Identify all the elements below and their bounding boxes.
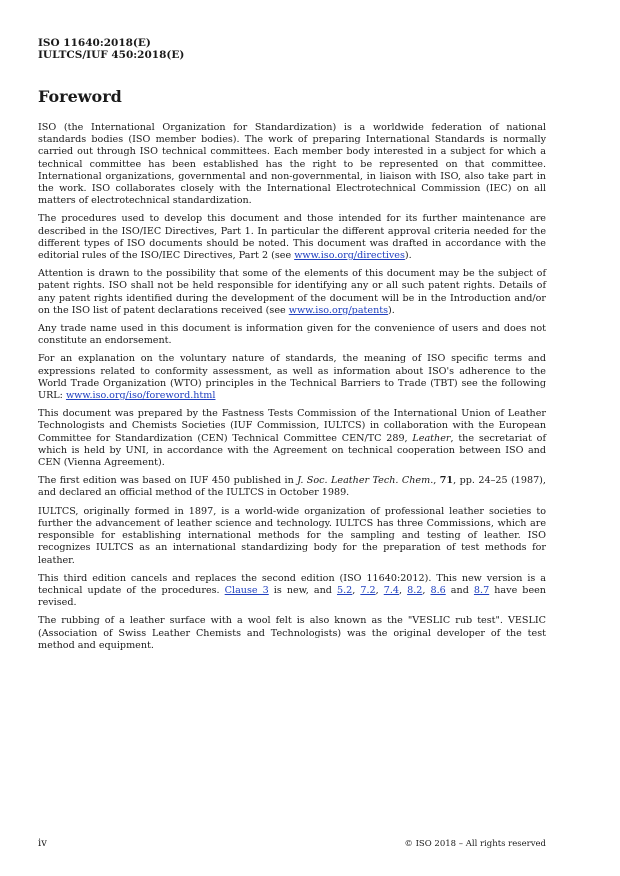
- link-8-6[interactable]: 8.6: [430, 584, 446, 596]
- paragraph-procedures: The procedures used to develop this document and those intended for its further maintenance are described in the ISO/IEC Directives, Part 1. In particular the different approval criteria needed for the different types of ISO documents should be noted. This document was drafted in accordance with the editorial rules of the ISO/IEC Directives, Part 2 (see www.iso.org/directives).: [38, 213, 546, 262]
- link-8-2[interactable]: 8.2: [407, 584, 423, 596]
- link-7-2[interactable]: 7.2: [360, 584, 376, 596]
- paragraph-voluntary-nature: For an explanation on the voluntary nature of standards, the meaning of ISO specific terms and expressions related to conformity assessment, as well as information about ISO's adherence to the World Trade Organization (WTO) principles in the Technical Barriers to Trade (TBT) see the following URL: www.iso.org/iso/foreword.html: [38, 353, 546, 402]
- paragraph-veslic: The rubbing of a leather surface with a wool felt is also known as the "VESLIC rub test". VESLIC (Association of Swiss Leather Chemists and Technologists) was the original developer of the test method and equipment.: [38, 615, 546, 651]
- copyright-notice: © ISO 2018 – All rights reserved: [404, 839, 546, 849]
- directives-link[interactable]: www.iso.org/directives: [294, 250, 405, 262]
- paragraph-iultcs: IULTCS, originally formed in 1897, is a world-wide organization of professional leather societies to further the advancement of leather science and technology. IULTCS has three Commissions, which are responsible for establishing international methods for the sampling and testing of leather. ISO recognizes IULTCS as an international standardizing body for the preparation of test methods for leather.: [38, 505, 546, 566]
- foreword-body: [38, 122, 546, 658]
- document-header: [38, 37, 184, 61]
- link-5-2[interactable]: 5.2: [336, 584, 353, 596]
- paragraph-iso-intro: ISO (the International Organization for Standardization) is a worldwide federation of national standards bodies (ISO member bodies). The work of preparing International Standards is normally carried out through ISO technical committees. Each member body interested in a subject for which a technical committee has been established has the right to be represented on that committee. International organizations, governmental and non-governmental, in liaison with ISO, also take part in the work. ISO collaborates closely with the International Electrotechnical Commission (IEC) on all matters of electrotechnical standardization.: [38, 122, 546, 207]
- paragraph-third-edition: This third edition cancels and replaces the second edition (ISO 11640:2012). This new version is a technical update of the procedures. Clause 3 is new, and 5.2, 7.2, 7.4, 8.2, 8.6 and 8.7 have been revised.: [38, 572, 546, 609]
- link-7-4[interactable]: 7.4: [383, 584, 399, 596]
- paragraph-first-edition: The first edition was based on IUF 450 published in J. Soc. Leather Tech. Chem., 71, pp. 24–25 (1987), and declared an official method of the IULTCS in October 1989.: [38, 475, 546, 499]
- paragraph-prepared-by: This document was prepared by the Fastness Tests Commission of the International Union of Leather Technologists and Chemists Societies (IUF Commission, IULTCS) in collaboration with the European Committee for Standardization (CEN) Technical Committee CEN/TC 289, Leather, the secretariat of which is held by UNI, in accordance with the Agreement on technical cooperation between ISO and CEN (Vienna Agreement).: [38, 408, 547, 469]
- paragraph-trade-name: Any trade name used in this document is information given for the convenience of users and does not constitute an endorsement.: [38, 323, 546, 347]
- paragraph-patents: Attention is drawn to the possibility that some of the elements of this document may be the subject of patent rights. ISO shall not be held responsible for identifying any or all such patent rights. Details of any patent rights identified during the development of the document will be in the Introduction and/or on the ISO list of patent declarations received (see www.iso.org/patents).: [38, 268, 546, 316]
- page-title: Foreword: [38, 87, 122, 106]
- patents-link[interactable]: www.iso.org/patents: [288, 304, 389, 316]
- clause-3-link[interactable]: Clause 3: [224, 584, 269, 596]
- foreword-url-link[interactable]: www.iso.org/iso/foreword.html: [65, 390, 216, 402]
- page-number: iv: [38, 838, 47, 849]
- link-8-7[interactable]: 8.7: [473, 584, 490, 596]
- header-standard-number: ISO 11640:2018(E): [38, 37, 151, 49]
- header-iultcs-number: IULTCS/IUF 450:2018(E): [38, 49, 185, 61]
